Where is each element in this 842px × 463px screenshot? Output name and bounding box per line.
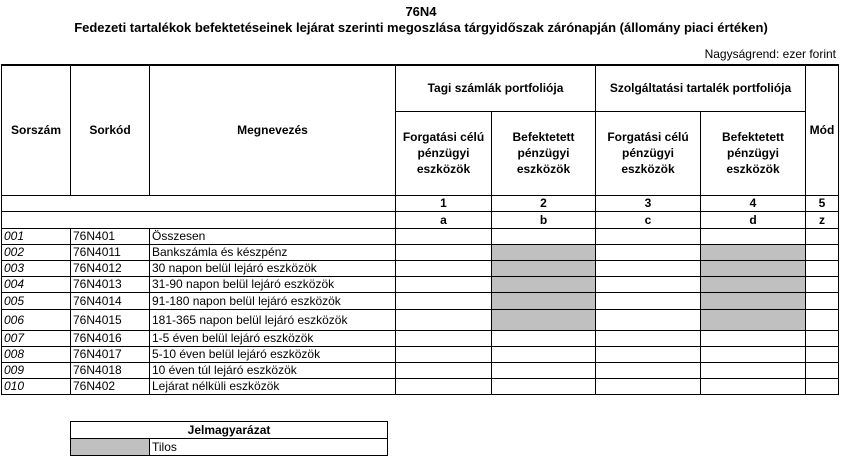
table-row	[2, 330, 839, 346]
table-row	[2, 378, 839, 394]
table-row	[2, 309, 839, 330]
table-row	[2, 362, 839, 378]
cell-value	[701, 362, 806, 378]
cell-value	[396, 228, 492, 244]
cell-value	[492, 378, 596, 394]
cell-value	[492, 228, 596, 244]
cell-forbidden	[492, 260, 596, 276]
cell-value	[492, 330, 596, 346]
row-sorszam: 009	[2, 362, 71, 378]
cell-value	[596, 346, 701, 362]
row-name: 30 napon belül lejáró eszközök	[150, 260, 396, 276]
unit-label: Nagyságrend: ezer forint	[704, 47, 836, 61]
cell-value	[596, 292, 701, 309]
row-name: 31-90 napon belül lejáró eszközök	[150, 276, 396, 292]
table-row	[2, 228, 839, 244]
header-tagi-befektetett: Befektetett pénzügyi eszközök	[492, 111, 596, 195]
row-name: 181-365 napon belül lejáró eszközök	[150, 309, 396, 330]
cell-forbidden	[701, 309, 806, 330]
header-sorkod: Sorkód	[71, 65, 150, 195]
cell-value	[806, 378, 839, 394]
cell-value	[492, 362, 596, 378]
cell-value	[701, 378, 806, 394]
row-sorkod: 76N4016	[71, 330, 150, 346]
row-sorszam: 002	[2, 244, 71, 260]
col-letter-z: z	[806, 211, 839, 228]
row-sorszam: 010	[2, 378, 71, 394]
cell-value	[596, 276, 701, 292]
table-row	[2, 260, 839, 276]
row-sorszam: 005	[2, 292, 71, 309]
cell-value	[596, 228, 701, 244]
header-szolg-befektetett: Befektetett pénzügyi eszközök	[701, 111, 806, 195]
cell-value	[806, 292, 839, 309]
header-megnevezes: Megnevezés	[150, 65, 396, 195]
table-row	[2, 244, 839, 260]
header-blank	[2, 211, 396, 228]
legend-title: Jelmagyarázat	[71, 422, 388, 439]
cell-value	[806, 309, 839, 330]
row-sorszam: 001	[2, 228, 71, 244]
col-number-2: 2	[492, 195, 596, 211]
legend-label: Tilos	[150, 439, 388, 456]
cell-value	[806, 330, 839, 346]
row-name: 1-5 éven belül lejáró eszközök	[150, 330, 396, 346]
cell-value	[806, 276, 839, 292]
col-letter-b: b	[492, 211, 596, 228]
row-name: 5-10 éven belül lejáró eszközök	[150, 346, 396, 362]
row-sorszam: 008	[2, 346, 71, 362]
header-blank	[2, 195, 396, 211]
cell-forbidden	[492, 276, 596, 292]
cell-forbidden	[701, 276, 806, 292]
row-sorkod: 76N402	[71, 378, 150, 394]
cell-value	[806, 362, 839, 378]
header-sorszam: Sorszám	[2, 65, 71, 195]
cell-value	[492, 346, 596, 362]
legend	[70, 421, 388, 456]
row-sorkod: 76N4012	[71, 260, 150, 276]
header-group-szolgaltatasi: Szolgáltatási tartalék portfoliója	[596, 65, 806, 111]
cell-value	[701, 330, 806, 346]
cell-forbidden	[492, 292, 596, 309]
cell-value	[396, 276, 492, 292]
col-number-1: 1	[396, 195, 492, 211]
header-mod: Mód	[806, 65, 839, 195]
cell-value	[396, 309, 492, 330]
row-sorkod: 76N4014	[71, 292, 150, 309]
data-table	[1, 64, 839, 395]
cell-value	[806, 228, 839, 244]
cell-value	[396, 244, 492, 260]
cell-value	[596, 362, 701, 378]
cell-value	[396, 260, 492, 276]
cell-value	[596, 330, 701, 346]
row-sorkod: 76N4011	[71, 244, 150, 260]
table-row	[2, 292, 839, 309]
cell-value	[596, 260, 701, 276]
row-sorszam: 007	[2, 330, 71, 346]
form-code: 76N4	[405, 4, 437, 19]
row-sorkod: 76N4015	[71, 309, 150, 330]
header-group-tagi: Tagi számlák portfoliója	[396, 65, 596, 111]
row-sorkod: 76N401	[71, 228, 150, 244]
cell-value	[596, 309, 701, 330]
form-title: Fedezeti tartalékok befektetéseinek lejárat szerinti megoszlása tárgyidőszak zárónapján (állomány piaci értéken)	[74, 20, 768, 35]
cell-value	[806, 244, 839, 260]
header-tagi-forgatasi: Forgatási célú pénzügyi eszközök	[396, 111, 492, 195]
cell-value	[396, 330, 492, 346]
row-sorszam: 004	[2, 276, 71, 292]
col-letter-a: a	[396, 211, 492, 228]
cell-value	[396, 378, 492, 394]
col-number-4: 4	[701, 195, 806, 211]
row-sorkod: 76N4017	[71, 346, 150, 362]
cell-value	[396, 346, 492, 362]
col-number-3: 3	[596, 195, 701, 211]
cell-value	[396, 362, 492, 378]
header-szolg-forgatasi: Forgatási célú pénzügyi eszközök	[596, 111, 701, 195]
cell-forbidden	[701, 292, 806, 309]
row-name: Lejárat nélküli eszközök	[150, 378, 396, 394]
cell-forbidden	[492, 244, 596, 260]
table-row	[2, 276, 839, 292]
cell-forbidden	[701, 260, 806, 276]
legend-swatch	[71, 439, 150, 456]
row-sorszam: 003	[2, 260, 71, 276]
cell-value	[596, 244, 701, 260]
cell-value	[396, 292, 492, 309]
col-number-5: 5	[806, 195, 839, 211]
row-name: 91-180 napon belül lejáró eszközök	[150, 292, 396, 309]
cell-value	[701, 228, 806, 244]
col-letter-c: c	[596, 211, 701, 228]
row-sorkod: 76N4018	[71, 362, 150, 378]
row-name: Összesen	[150, 228, 396, 244]
col-letter-d: d	[701, 211, 806, 228]
row-sorszam: 006	[2, 309, 71, 330]
cell-forbidden	[492, 309, 596, 330]
cell-forbidden	[701, 244, 806, 260]
row-name: Bankszámla és készpénz	[150, 244, 396, 260]
row-name: 10 éven túl lejáró eszközök	[150, 362, 396, 378]
cell-value	[806, 346, 839, 362]
cell-value	[596, 378, 701, 394]
row-sorkod: 76N4013	[71, 276, 150, 292]
table-row	[2, 346, 839, 362]
cell-value	[806, 260, 839, 276]
cell-value	[701, 346, 806, 362]
